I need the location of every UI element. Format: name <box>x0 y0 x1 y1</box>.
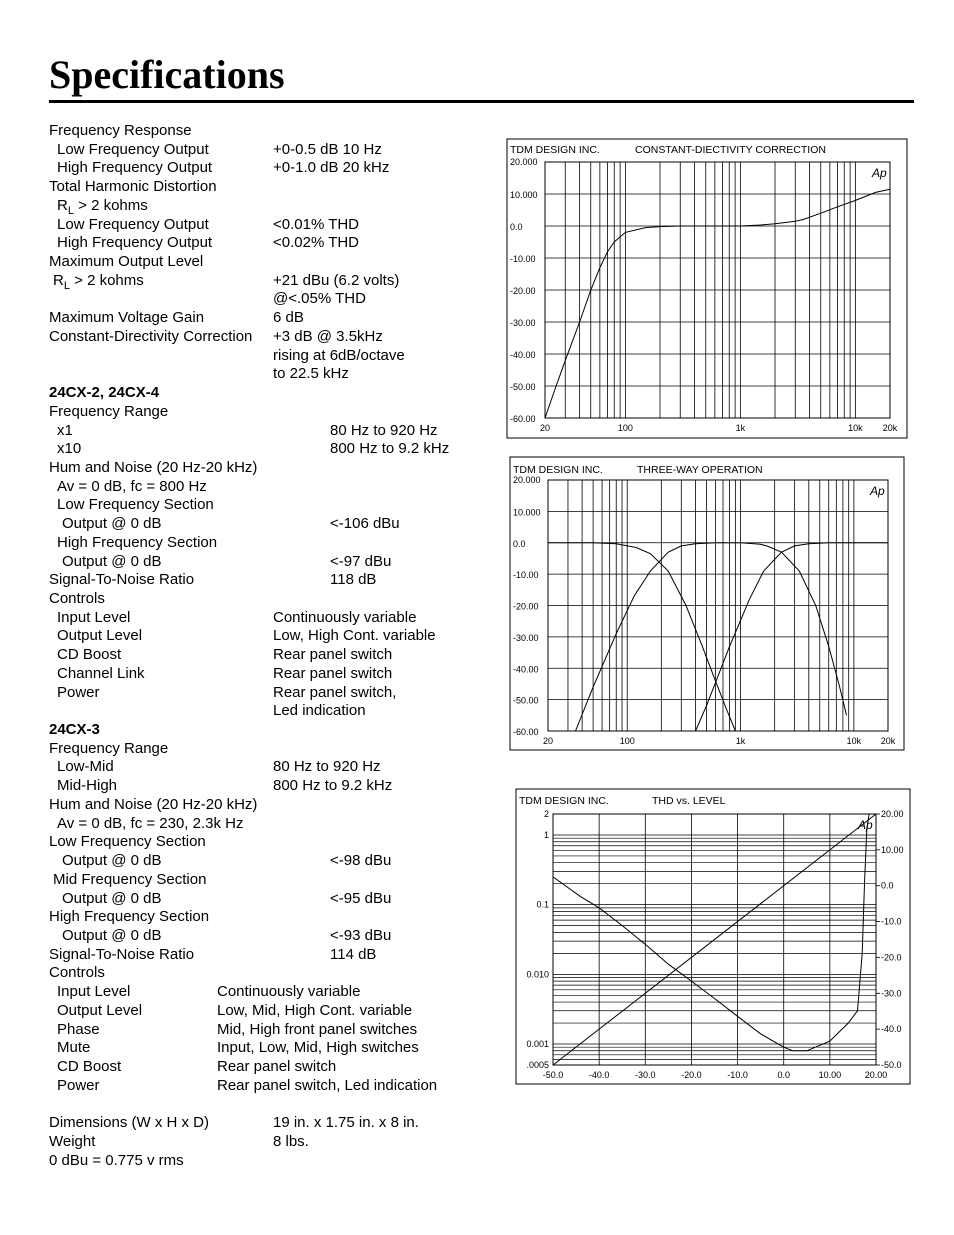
spec-value: 800 Hz to 9.2 kHz <box>273 777 393 795</box>
spec-label-text: 24CX-3 <box>49 721 100 739</box>
y2-tick-label: 10.00 <box>881 844 904 855</box>
spec-value: Rear panel switch <box>217 1058 337 1075</box>
spec-label-text: Controls <box>49 590 105 607</box>
spec-label-text: Low Frequency Output <box>57 140 209 158</box>
spec-label-suffix: > 2 kohms <box>73 196 148 214</box>
spec-value: Low, Mid, High Cont. variable <box>217 1001 413 1019</box>
spec-label-text: Controls <box>49 964 105 982</box>
spec-label-text: Total Harmonic Distortion <box>49 178 217 196</box>
spec-value: 114 dB <box>330 945 377 963</box>
y2-tick-label: 0.0 <box>881 880 894 891</box>
thd-vs-level-chart <box>516 789 910 1084</box>
spec-value: @<.05% THD <box>273 290 366 308</box>
y-tick-label: 0.1 <box>536 899 549 910</box>
chart-frame <box>507 139 907 438</box>
ap-logo-icon: Ap <box>870 484 885 498</box>
x-tick-label: -50.0 <box>542 1070 564 1080</box>
spec-label-text: Hum and Noise (20 Hz-20 kHz) <box>49 795 258 813</box>
y-tick-label: 20.000 <box>510 157 538 167</box>
spec-label-text: High Frequency Output <box>57 234 213 252</box>
x-tick-label: 1k <box>735 736 746 746</box>
spec-value: <-93 dBu <box>330 926 392 944</box>
spec-value: <-106 dBu <box>330 515 400 533</box>
x-tick-label: 10k <box>846 736 862 746</box>
spec-value: <-98 dBu <box>330 852 392 870</box>
spec-value: Continuously variable <box>217 983 361 1001</box>
spec-value: +0-0.5 dB 10 Hz <box>273 140 382 158</box>
spec-value: 80 Hz to 920 Hz <box>273 758 381 776</box>
spec-label-text: R <box>53 271 64 289</box>
y-tick-label: -30.00 <box>513 632 539 643</box>
y-tick-label: -20.00 <box>513 601 539 612</box>
spec-label-text: Av = 0 dB, fc = 230, 2.3k Hz <box>57 814 244 832</box>
spec-value: Rear panel switch <box>273 646 393 664</box>
x-tick-label: -30.0 <box>635 1070 656 1080</box>
x-tick-label: 0.0 <box>777 1070 790 1080</box>
page-title: Specifications <box>49 52 285 97</box>
y-tick-label: 10.000 <box>510 190 538 200</box>
spec-label-text: Output Level <box>57 627 143 645</box>
spec-label-text: Output Level <box>57 1001 143 1019</box>
spec-value: <-95 dBu <box>330 889 392 907</box>
x-tick-label: 100 <box>617 423 633 433</box>
y-tick-label: -30.00 <box>510 318 536 328</box>
spec-label-text: x1 <box>57 421 73 439</box>
spec-label-text: Power <box>57 683 100 701</box>
chart-header-left: TDM DESIGN INC. <box>513 464 603 476</box>
spec-label-text: Input Level <box>57 608 131 626</box>
spec-value: <0.02% THD <box>273 234 360 252</box>
y-tick-label: 20.000 <box>513 475 541 485</box>
spec-label-text: Output @ 0 dB <box>62 552 162 570</box>
y-tick-label: -60.00 <box>513 727 539 737</box>
spec-label-text: Output @ 0 dB <box>62 515 162 533</box>
spec-label-text: High Frequency Section <box>57 533 218 551</box>
x-tick-label: 20.00 <box>864 1070 888 1080</box>
chart-title: THREE-WAY OPERATION <box>637 464 763 476</box>
spec-label-text: Frequency Range <box>49 739 169 757</box>
spec-label-text: Dimensions (W x H x D) <box>49 1114 210 1132</box>
y2-tick-label: 20.00 <box>881 809 904 819</box>
spec-label-text: Output @ 0 dB <box>62 926 162 944</box>
x-tick-label: 20 <box>539 423 551 433</box>
spec-label-text: Phase <box>57 1020 100 1038</box>
x-tick-label: 1k <box>735 423 746 433</box>
spec-subscript: L <box>67 204 74 217</box>
spec-label-text: CD Boost <box>57 1058 122 1075</box>
spec-label-text: Frequency Range <box>49 402 169 420</box>
y-tick-label: -10.00 <box>513 570 539 581</box>
y-tick-label: -50.00 <box>510 382 536 392</box>
y2-tick-label: -10.0 <box>881 916 902 927</box>
x-tick-label: 10k <box>848 423 863 433</box>
spec-label-text: Mute <box>57 1039 91 1057</box>
ap-logo-icon: Ap <box>858 818 873 832</box>
y-tick-label: 10.000 <box>513 507 541 518</box>
x-tick-label: 20k <box>880 736 896 746</box>
spec-label-text: Mid Frequency Section <box>53 870 207 888</box>
spec-value: +21 dBu (6.2 volts) <box>273 271 400 289</box>
y-tick-label: 0.001 <box>526 1039 549 1050</box>
spec-value: Mid, High front panel switches <box>217 1020 418 1038</box>
spec-label-text: Output @ 0 dB <box>62 889 162 907</box>
y-tick-label: -20.00 <box>510 286 536 296</box>
x-tick-label: 100 <box>619 736 635 746</box>
spec-value: to 22.5 kHz <box>273 365 349 383</box>
ap-logo-icon: Ap <box>872 166 887 180</box>
y2-tick-label: -20.0 <box>881 952 902 963</box>
spec-value: 6 dB <box>273 309 304 327</box>
spec-label-text: Weight <box>49 1132 96 1150</box>
spec-value: Rear panel switch, <box>273 683 397 701</box>
chart-header-left: TDM DESIGN INC. <box>519 795 609 807</box>
y-tick-label: -50.00 <box>513 695 539 706</box>
spec-label-text: 24CX-2, 24CX-4 <box>49 384 160 402</box>
chart-frame <box>510 457 904 750</box>
spec-label-text: Low-Mid <box>57 758 114 776</box>
spec-label-text: 0 dBu = 0.775 v rms <box>49 1151 184 1169</box>
spec-value: Rear panel switch, Led indication <box>217 1076 438 1094</box>
spec-label-text: CD Boost <box>57 646 122 664</box>
spec-label-text: Signal-To-Noise Ratio <box>49 571 195 589</box>
spec-value: rising at 6dB/octave <box>273 346 405 364</box>
spec-label-text: Maximum Output Level <box>49 253 204 271</box>
spec-label-text: High Frequency Section <box>49 908 210 926</box>
spec-label-text: Constant-Directivity Correction <box>49 327 253 345</box>
three-way-chart <box>510 457 904 750</box>
spec-label-text: Mid-High <box>57 777 118 795</box>
y-tick-label: 0.010 <box>526 969 549 980</box>
spec-label-text: x10 <box>57 440 82 458</box>
spec-value: 19 in. x 1.75 in. x 8 in. <box>273 1114 419 1132</box>
y-tick-label: .0005 <box>526 1060 549 1070</box>
spec-label-text: Low Frequency Section <box>57 496 214 514</box>
x-tick-label: 10.00 <box>818 1070 842 1080</box>
spec-label-text: Av = 0 dB, fc = 800 Hz <box>57 477 207 495</box>
y-tick-label: -60.00 <box>510 414 536 424</box>
spec-label-text: Power <box>57 1076 100 1094</box>
y2-tick-label: -50.0 <box>881 1060 902 1070</box>
spec-value: 8 lbs. <box>273 1132 309 1150</box>
x-tick-label: -20.0 <box>681 1070 702 1080</box>
y-tick-label: 1 <box>543 829 549 840</box>
spec-label-text: Hum and Noise (20 Hz-20 kHz) <box>49 458 258 476</box>
spec-value: <-97 dBu <box>330 552 392 570</box>
y-tick-label: -40.00 <box>513 664 539 675</box>
y-tick-label: 0.0 <box>510 222 523 232</box>
x-tick-label: -40.0 <box>588 1070 610 1080</box>
y-tick-label: -40.00 <box>510 350 536 360</box>
chart-title: CONSTANT-DIECTIVITY CORRECTION <box>635 144 826 156</box>
chart-title: THD vs. LEVEL <box>652 795 726 807</box>
spec-value: Rear panel switch <box>273 664 393 682</box>
spec-label-text: Input Level <box>57 983 131 1001</box>
x-tick-label: -10.0 <box>727 1070 748 1080</box>
spec-value: 118 dB <box>330 571 377 589</box>
spec-value: Led indication <box>273 702 366 720</box>
constant-directivity-chart <box>507 139 907 438</box>
spec-value: Low, High Cont. variable <box>273 627 436 645</box>
spec-label-text: Signal-To-Noise Ratio <box>49 945 195 963</box>
y2-tick-label: -30.0 <box>881 988 902 999</box>
spec-value: Input, Low, Mid, High switches <box>217 1039 419 1057</box>
spec-value: +3 dB @ 3.5kHz <box>273 327 383 345</box>
y-tick-label: 2 <box>543 809 549 819</box>
spec-value: 80 Hz to 920 Hz <box>330 421 438 439</box>
y-tick-label: -10.00 <box>510 254 536 264</box>
spec-label-text: Output @ 0 dB <box>62 852 162 870</box>
spec-label-text: Channel Link <box>57 664 145 682</box>
spec-label-text: Low Frequency Section <box>49 833 206 851</box>
spec-value: 800 Hz to 9.2 kHz <box>330 440 450 458</box>
spec-value: +0-1.0 dB 20 kHz <box>273 159 390 177</box>
spec-label-text: Low Frequency Output <box>57 215 209 233</box>
spec-subscript: L <box>63 279 70 292</box>
spec-label-suffix: > 2 kohms <box>69 271 144 289</box>
spec-label-text: High Frequency Output <box>57 159 213 177</box>
y2-tick-label: -40.0 <box>881 1024 902 1035</box>
spec-label-text: R <box>57 196 68 214</box>
x-tick-label: 20 <box>542 736 554 746</box>
spec-value: Continuously variable <box>273 608 417 626</box>
y-tick-label: 0.0 <box>513 538 526 549</box>
chart-header-left: TDM DESIGN INC. <box>510 144 600 156</box>
spec-value: <0.01% THD <box>273 215 360 233</box>
x-tick-label: 20k <box>882 423 898 433</box>
spec-label-text: Maximum Voltage Gain <box>49 309 205 327</box>
spec-label-text: Frequency Response <box>49 122 192 139</box>
